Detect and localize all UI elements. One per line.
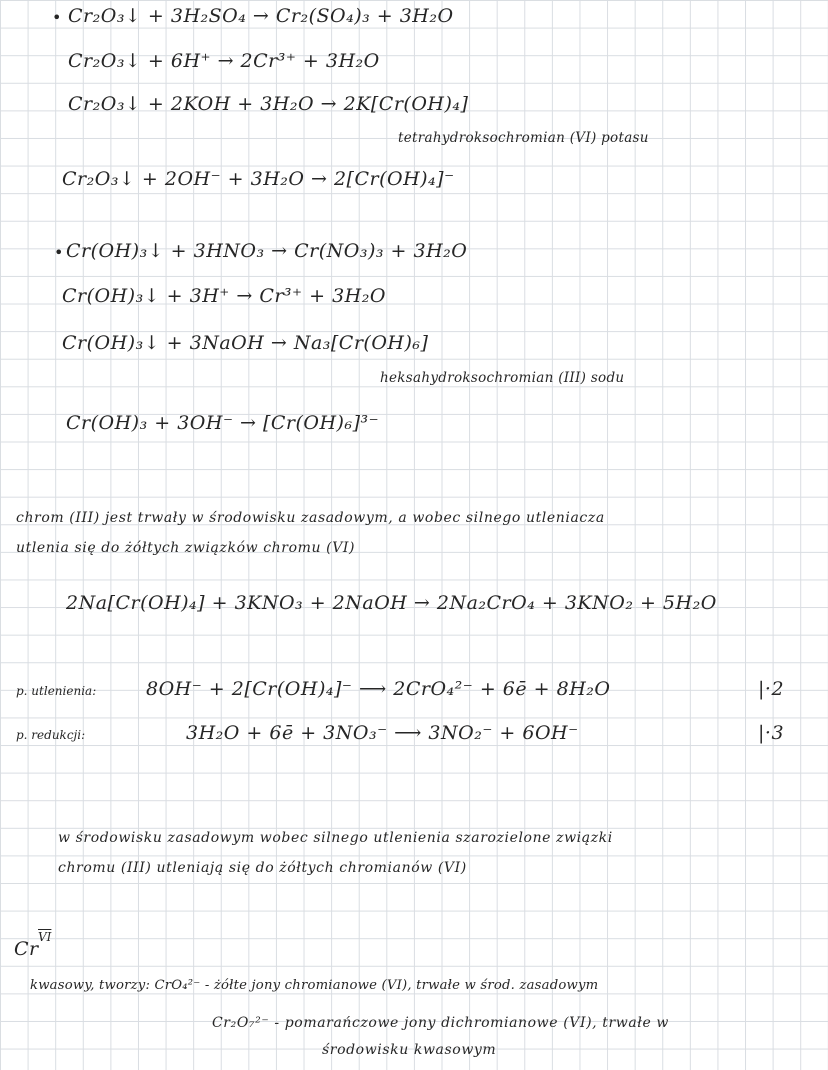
prose-chrom-iii-1: chrom (III) jest trwały w środowisku zasadowym, a wobec silnego utleniacza bbox=[16, 510, 605, 526]
multiplier-oxidation: |·2 bbox=[758, 678, 785, 700]
equation-cr2o3-oh: Cr₂O₃↓ + 2OH⁻ + 3H₂O → 2[Cr(OH)₄]⁻ bbox=[62, 168, 455, 190]
compound-name-2: heksahydroksochromian (III) sodu bbox=[380, 370, 625, 386]
equation-cr2o3-koh: Cr₂O₃↓ + 2KOH + 3H₂O → 2K[Cr(OH)₄] bbox=[68, 93, 469, 115]
prose-cr-vi-line-1: kwasowy, tworzy: CrO₄²⁻ - żółte jony chromianowe (VI), trwałe w środ. zasadowym bbox=[30, 978, 599, 993]
half-reaction-reduction: 3H₂O + 6ē + 3NO₃⁻ ⟶ 3NO₂⁻ + 6OH⁻ bbox=[186, 722, 579, 744]
bullet-1: • bbox=[52, 8, 62, 27]
label-reduction: p. redukcji: bbox=[16, 728, 86, 742]
prose-cr-vi-line-2: Cr₂O₇²⁻ - pomarańczowe jony dichromianowe (VI), trwałe w bbox=[212, 1015, 669, 1031]
prose-cr-vi-line-3: środowisku kwasowym bbox=[322, 1042, 497, 1058]
half-reaction-oxidation: 8OH⁻ + 2[Cr(OH)₄]⁻ ⟶ 2CrO₄²⁻ + 6ē + 8H₂O bbox=[146, 678, 611, 700]
equation-croh3-oh: Cr(OH)₃ + 3OH⁻ → [Cr(OH)₆]³⁻ bbox=[66, 412, 380, 434]
chromium-symbol: Cr bbox=[14, 938, 39, 960]
equation-cr2o3-h2so4: Cr₂O₃↓ + 3H₂SO₄ → Cr₂(SO₄)₃ + 3H₂O bbox=[68, 5, 454, 27]
prose-chrom-iii-2: utlenia się do żółtych związków chromu (VI) bbox=[16, 540, 356, 556]
prose-chrom-iii-oxidation-2: chromu (III) utleniają się do żółtych chromianów (VI) bbox=[58, 860, 467, 876]
oxidation-state-vi: $\overline{VI}$ bbox=[38, 930, 52, 944]
equation-croh3-hno3: Cr(OH)₃↓ + 3HNO₃ → Cr(NO₃)₃ + 3H₂O bbox=[66, 240, 468, 262]
equation-croh3-naoh: Cr(OH)₃↓ + 3NaOH → Na₃[Cr(OH)₆] bbox=[62, 332, 429, 354]
prose-chrom-iii-oxidation-1: w środowisku zasadowym wobec silnego utlenienia szarozielone związki bbox=[58, 830, 613, 846]
equation-croh3-hplus: Cr(OH)₃↓ + 3H⁺ → Cr³⁺ + 3H₂O bbox=[62, 285, 386, 307]
multiplier-reduction: |·3 bbox=[758, 722, 785, 744]
equation-redox-overall: 2Na[Cr(OH)₄] + 3KNO₃ + 2NaOH → 2Na₂CrO₄ + 3KNO₂ + 5H₂O bbox=[66, 592, 717, 614]
equation-cr2o3-hplus: Cr₂O₃↓ + 6H⁺ → 2Cr³⁺ + 3H₂O bbox=[68, 50, 380, 72]
label-oxidation: p. utlenienia: bbox=[16, 684, 97, 698]
compound-name-1: tetrahydroksochromian (VI) potasu bbox=[398, 130, 649, 146]
bullet-2: • bbox=[54, 243, 64, 262]
